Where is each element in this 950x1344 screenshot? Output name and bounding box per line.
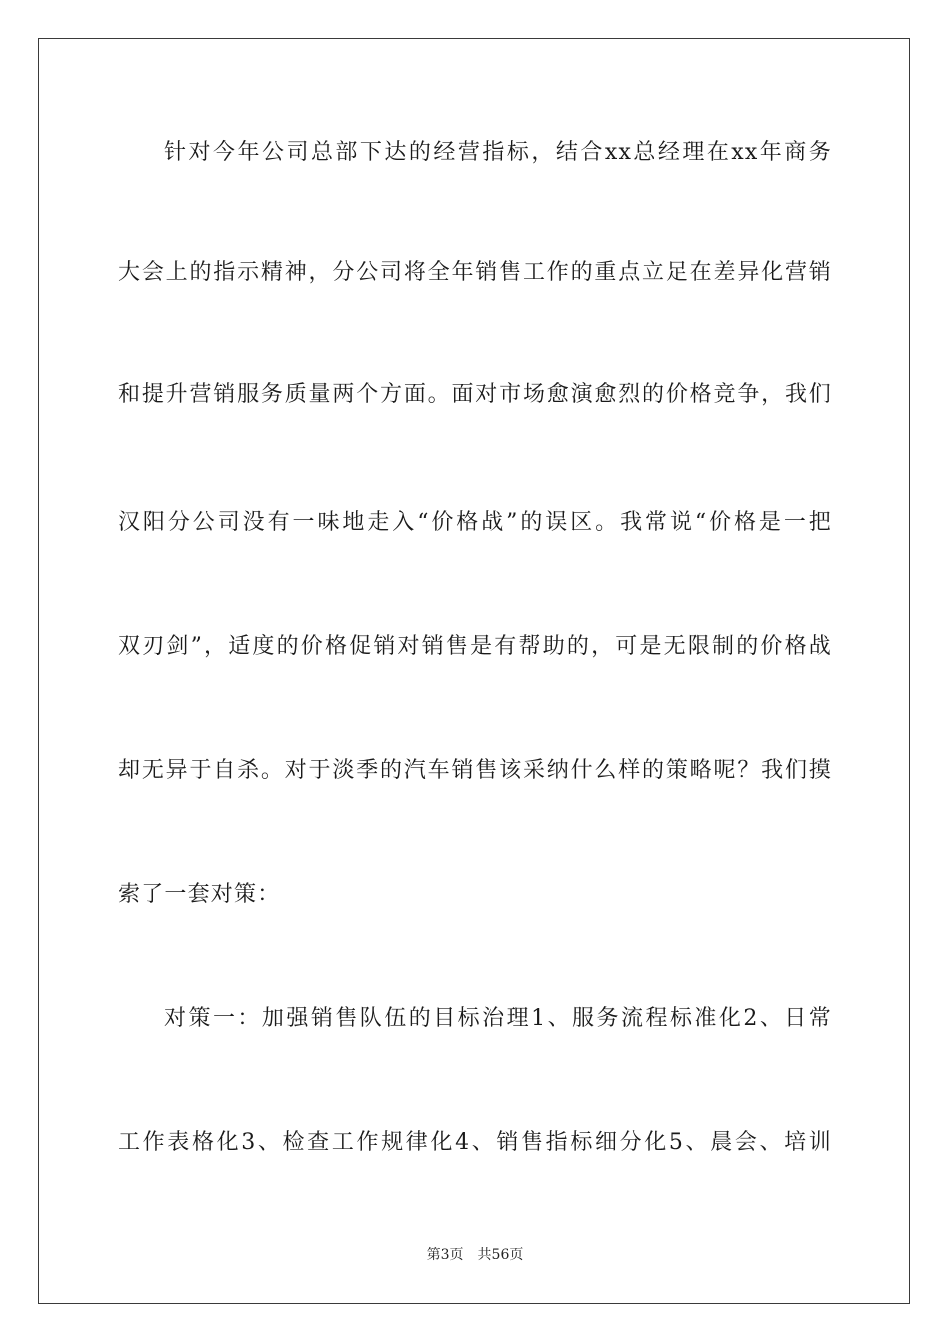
paragraph-line: 针对今年公司总部下达的经营指标，结合xx总经理在xx年商务 — [164, 140, 832, 165]
page-number-footer: 第3页 共56页 — [426, 1247, 524, 1263]
paragraph-line: 双刃剑”，适度的价格促销对销售是有帮助的，可是无限制的价格战 — [118, 634, 832, 659]
paragraph-line: 索了一套对策： — [118, 882, 281, 907]
paragraph-line: 却无异于自杀。对于淡季的汽车销售该采纳什么样的策略呢？我们摸 — [118, 758, 832, 783]
paragraph-line: 和提升营销服务质量两个方面。面对市场愈演愈烈的价格竞争，我们 — [118, 382, 832, 407]
paragraph-line: 对策一：加强销售队伍的目标治理1、服务流程标准化2、日常 — [164, 1006, 832, 1031]
paragraph-line: 汉阳分公司没有一味地走入“价格战”的误区。我常说“价格是一把 — [118, 510, 832, 535]
page-border — [38, 38, 910, 1304]
paragraph-line: 大会上的指示精神，分公司将全年销售工作的重点立足在差异化营销 — [118, 260, 832, 285]
paragraph-line: 工作表格化3、检查工作规律化4、销售指标细分化5、晨会、培训 — [118, 1130, 832, 1155]
